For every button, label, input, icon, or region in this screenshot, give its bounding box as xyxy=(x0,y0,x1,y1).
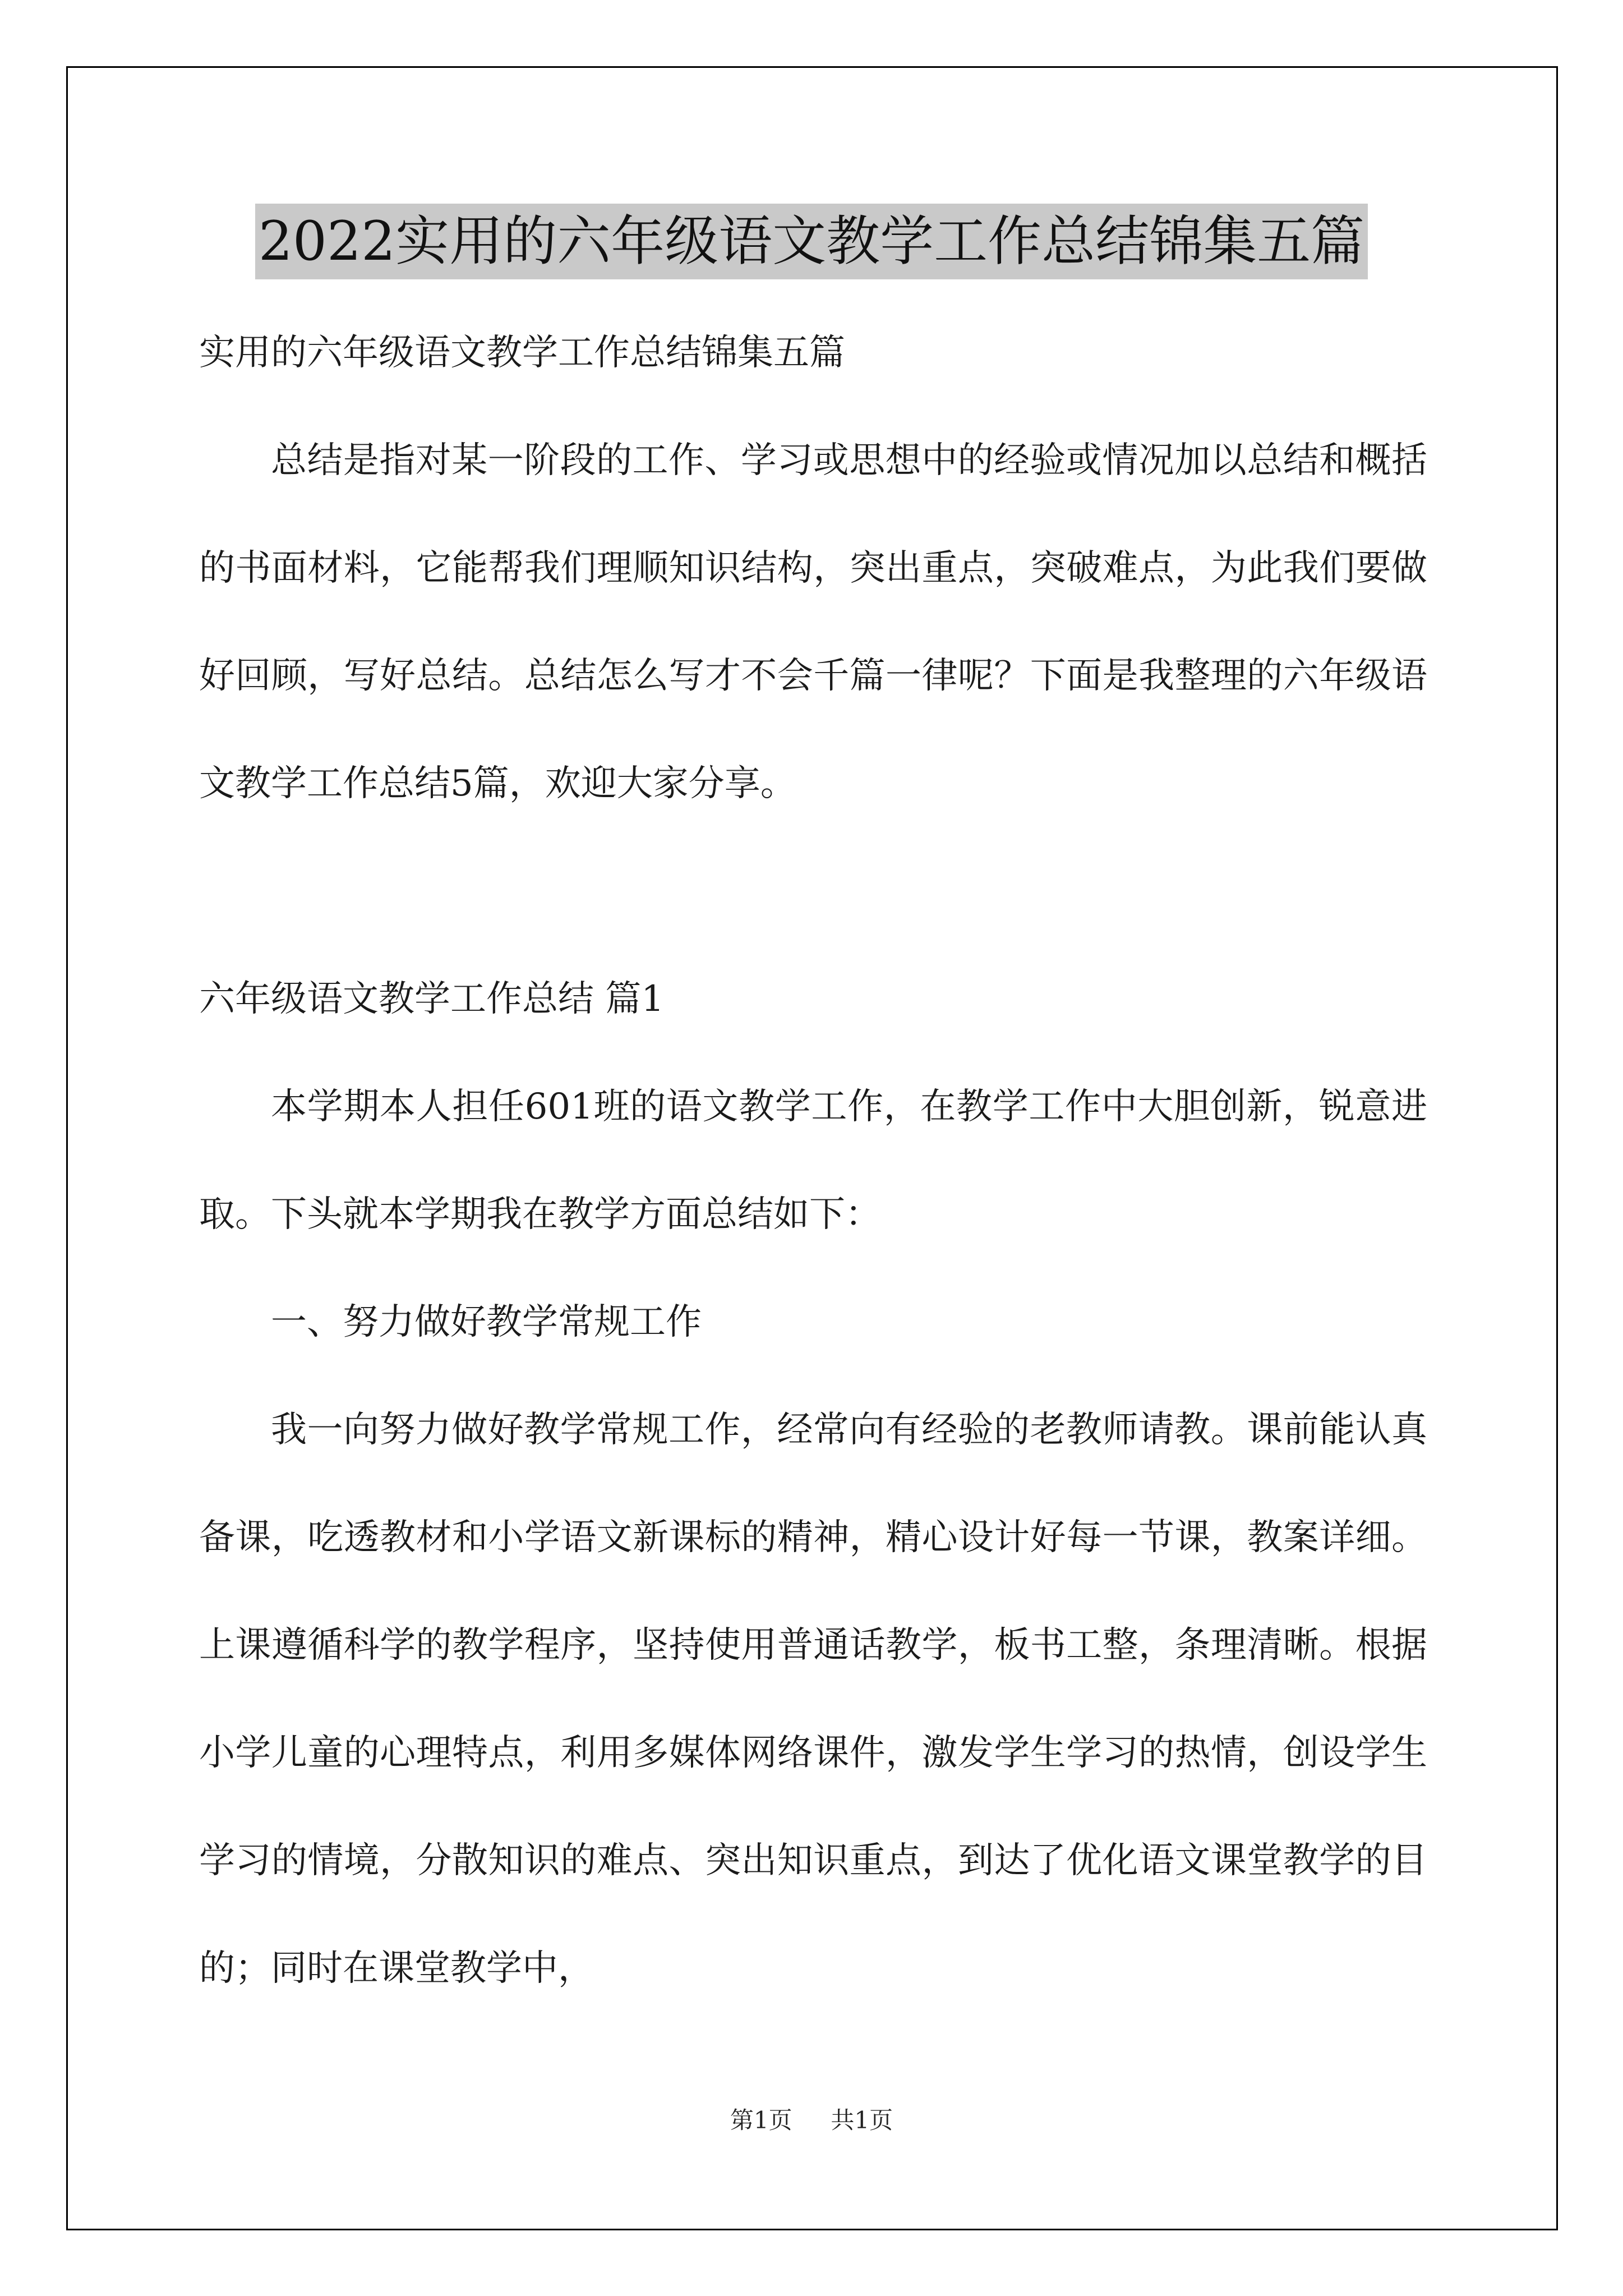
page-total: 共1页 xyxy=(831,2106,893,2134)
page-footer xyxy=(0,2104,1623,2137)
document-subtitle: 实用的六年级语文教学工作总结锦集五篇 xyxy=(199,332,845,374)
body-paragraph-2: 我一向努力做好教学常规工作，经常向有经验的老教师请教。课前能认真备课，吃透教材和小学语文新课标的精神，精心设计好每一节课，教案详细。上课遵循科学的教学程序，坚持使用普通话教学，板书工整，条理清晰。根据小学儿童的心理特点，利用多媒体网络课件，激发学生学习的热情，创设学生学习的情境，分散知识的难点、突出知识重点，到达了优化语文课堂教学的目的；同时在课堂教学中， xyxy=(199,1409,1427,1989)
document-title: 2022实用的六年级语文教学工作总结锦集五篇 xyxy=(255,204,1368,279)
point-heading-1: 一、努力做好教学常规工作 xyxy=(271,1301,702,1343)
section-heading: 六年级语文教学工作总结 篇1 xyxy=(199,978,665,1020)
title-container xyxy=(0,204,1623,279)
page-number: 第1页 xyxy=(730,2106,792,2134)
body-paragraph-1: 本学期本人担任601班的语文教学工作，在教学工作中大胆创新，锐意进取。下头就本学期我在教学方面总结如下： xyxy=(199,1086,1427,1235)
intro-paragraph: 总结是指对某一阶段的工作、学习或思想中的经验或情况加以总结和概括的书面材料，它能帮我们理顺知识结构，突出重点，突破难点，为此我们要做好回顾，写好总结。总结怎么写才不会千篇一律呢？下面是我整理的六年级语文教学工作总结5篇，欢迎大家分享。 xyxy=(199,440,1427,804)
document-body xyxy=(199,299,1427,2022)
paragraph-gap xyxy=(199,838,1427,945)
